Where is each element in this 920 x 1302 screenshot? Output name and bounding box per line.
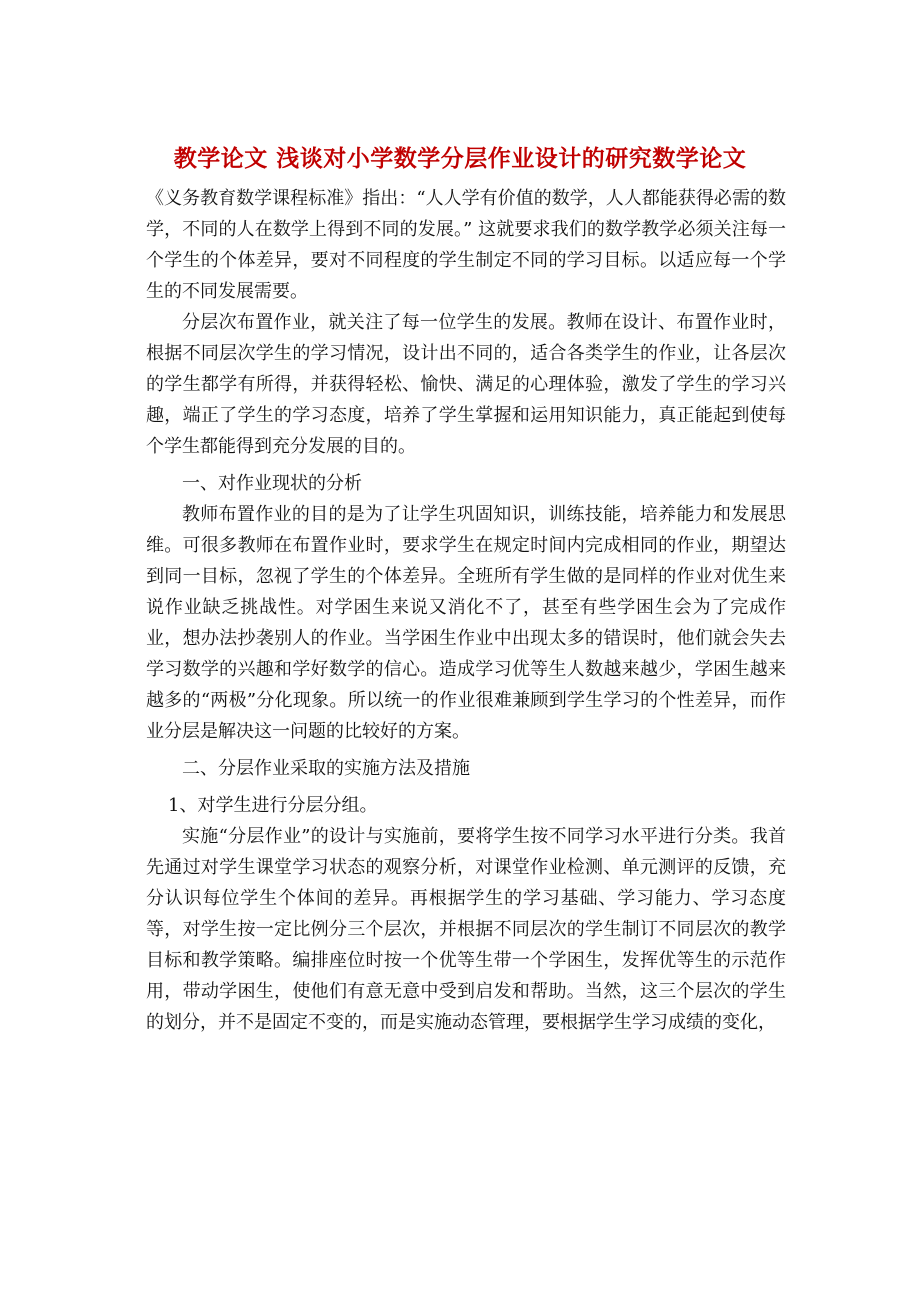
section-heading-1: 一、对作业现状的分析 [182, 473, 362, 494]
section-heading-2: 二、分层作业采取的实施方法及措施 [182, 758, 470, 779]
paragraph-current-status: 教师布置作业的目的是为了让学生巩固知识，训练技能，培养能力和发展思维。可很多教师在布置作业时，要求学生在规定时间内完成相同的作业，期望达到同一目标，忽视了学生的个体差异。全班所有学生做的是同样的作业对优生来说作业缺乏挑战性。对学困生来说又消化不了，甚至有些学困生会为了完成作业，想办法抄袭别人的作业。当学困生作业中出现太多的错误时，他们就会失去学习数学的兴趣和学好数学的信心。造成学习优等生人数越来越少，学困生越来越多的“两极”分化现象。所以统一的作业很难兼顾到学生学习的个性差异，而作业分层是解决这一问题的比较好的方案。 [146, 504, 786, 742]
paragraph-grouping: 实施“分层作业”的设计与实施前，要将学生按不同学习水平进行分类。我首先通过对学生课堂学习状态的观察分析，对课堂作业检测、单元测评的反馈，充分认识每位学生个体间的差异。再根据学生的学习基础、学习能力、学习态度等，对学生按一定比例分三个层次，并根据不同层次的学生制订不同层次的教学目标和教学策略。编排座位时按一个优等生带一个学困生，发挥优等生的示范作用，带动学困生，使他们有意无意中受到启发和帮助。当然，这三个层次的学生的划分，并不是固定不变的，而是实施动态管理，要根据学生学习成绩的变化， [146, 826, 786, 1033]
paragraph-layered-homework: 分层次布置作业，就关注了每一位学生的发展。教师在设计、布置作业时，根据不同层次学生的学习情况，设计出不同的，适合各类学生的作业，让各层次的学生都学有所得，并获得轻松、愉快、满足的心理体验，激发了学生的学习兴趣，端正了学生的学习态度，培养了学生掌握和运用知识能力，真正能起到使每个学生都能得到充分发展的目的。 [146, 312, 786, 457]
document-body [146, 183, 786, 1038]
document-title: 教学论文 浅谈对小学数学分层作业设计的研究数学论文 [173, 146, 747, 172]
paragraph-intro: 《义务教育数学课程标准》指出：“人人学有价值的数学，人人都能获得必需的数学，不同的人在数学上得到不同的发展。” 这就要求我们的数学教学必须关注每一个学生的个体差异，要对不同程度的学生制定不同的学习目标。以适应每一个学生的不同发展需要。 [146, 188, 786, 302]
subsection-heading-1: 1、对学生进行分层分组。 [168, 795, 378, 816]
